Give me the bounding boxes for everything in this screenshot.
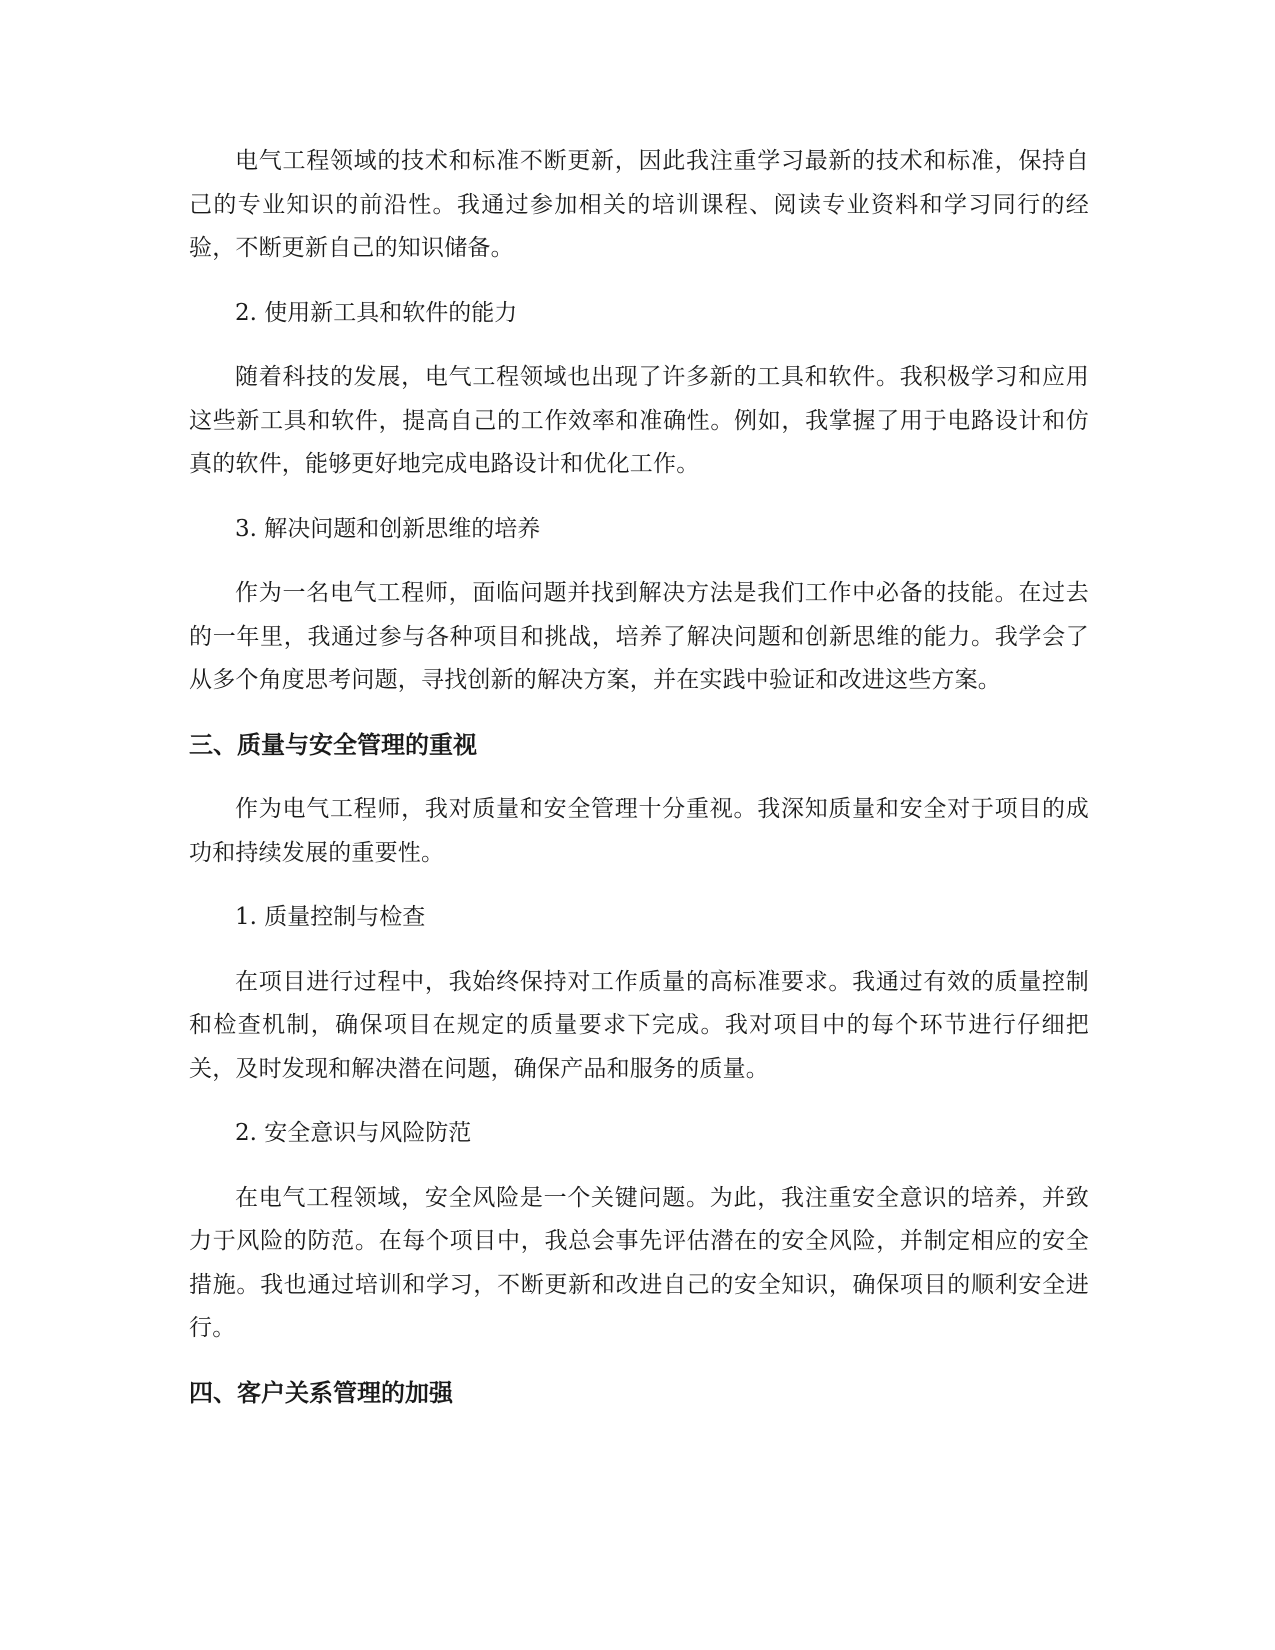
section-heading-quality-safety: 三、质量与安全管理的重视 (189, 730, 477, 759)
paragraph-new-tools: 随着科技的发展，电气工程领域也出现了许多新的工具和软件。我积极学习和应用这些新工具和软件，提高自己的工作效率和准确性。例如，我掌握了用于电路设计和仿真的软件，能够更好地完成电路设计和优化工作。 (189, 364, 1089, 477)
paragraph-safety-awareness: 在电气工程领域，安全风险是一个关键问题。为此，我注重安全意识的培养，并致力于风险的防范。在每个项目中，我总会事先评估潜在的安全风险，并制定相应的安全措施。我也通过培训和学习，不断更新和改进自己的安全知识，确保项目的顺利安全进行。 (189, 1184, 1089, 1341)
subheading-quality-control: 1. 质量控制与检查 (235, 904, 426, 930)
section-heading-customer-relations: 四、客户关系管理的加强 (189, 1378, 453, 1407)
document-page (189, 140, 1089, 1415)
subheading-safety-awareness: 2. 安全意识与风险防范 (235, 1120, 472, 1146)
subheading-new-tools: 2. 使用新工具和软件的能力 (235, 299, 518, 326)
paragraph-tech-standards: 电气工程领域的技术和标准不断更新，因此我注重学习最新的技术和标准，保持自己的专业知识的前沿性。我通过参加相关的培训课程、阅读专业资料和学习同行的经验，不断更新自己的知识储备。 (189, 148, 1089, 261)
paragraph-problem-solving: 作为一名电气工程师，面临问题并找到解决方法是我们工作中必备的技能。在过去的一年里，我通过参与各种项目和挑战，培养了解决问题和创新思维的能力。我学会了从多个角度思考问题，寻找创新的解决方案，并在实践中验证和改进这些方案。 (189, 580, 1089, 693)
paragraph-quality-control: 在项目进行过程中，我始终保持对工作质量的高标准要求。我通过有效的质量控制和检查机制，确保项目在规定的质量要求下完成。我对项目中的每个环节进行仔细把关，及时发现和解决潜在问题，确保产品和服务的质量。 (189, 968, 1089, 1082)
paragraph-quality-safety-intro: 作为电气工程师，我对质量和安全管理十分重视。我深知质量和安全对于项目的成功和持续发展的重要性。 (189, 796, 1089, 866)
subheading-problem-solving: 3. 解决问题和创新思维的培养 (235, 515, 541, 542)
